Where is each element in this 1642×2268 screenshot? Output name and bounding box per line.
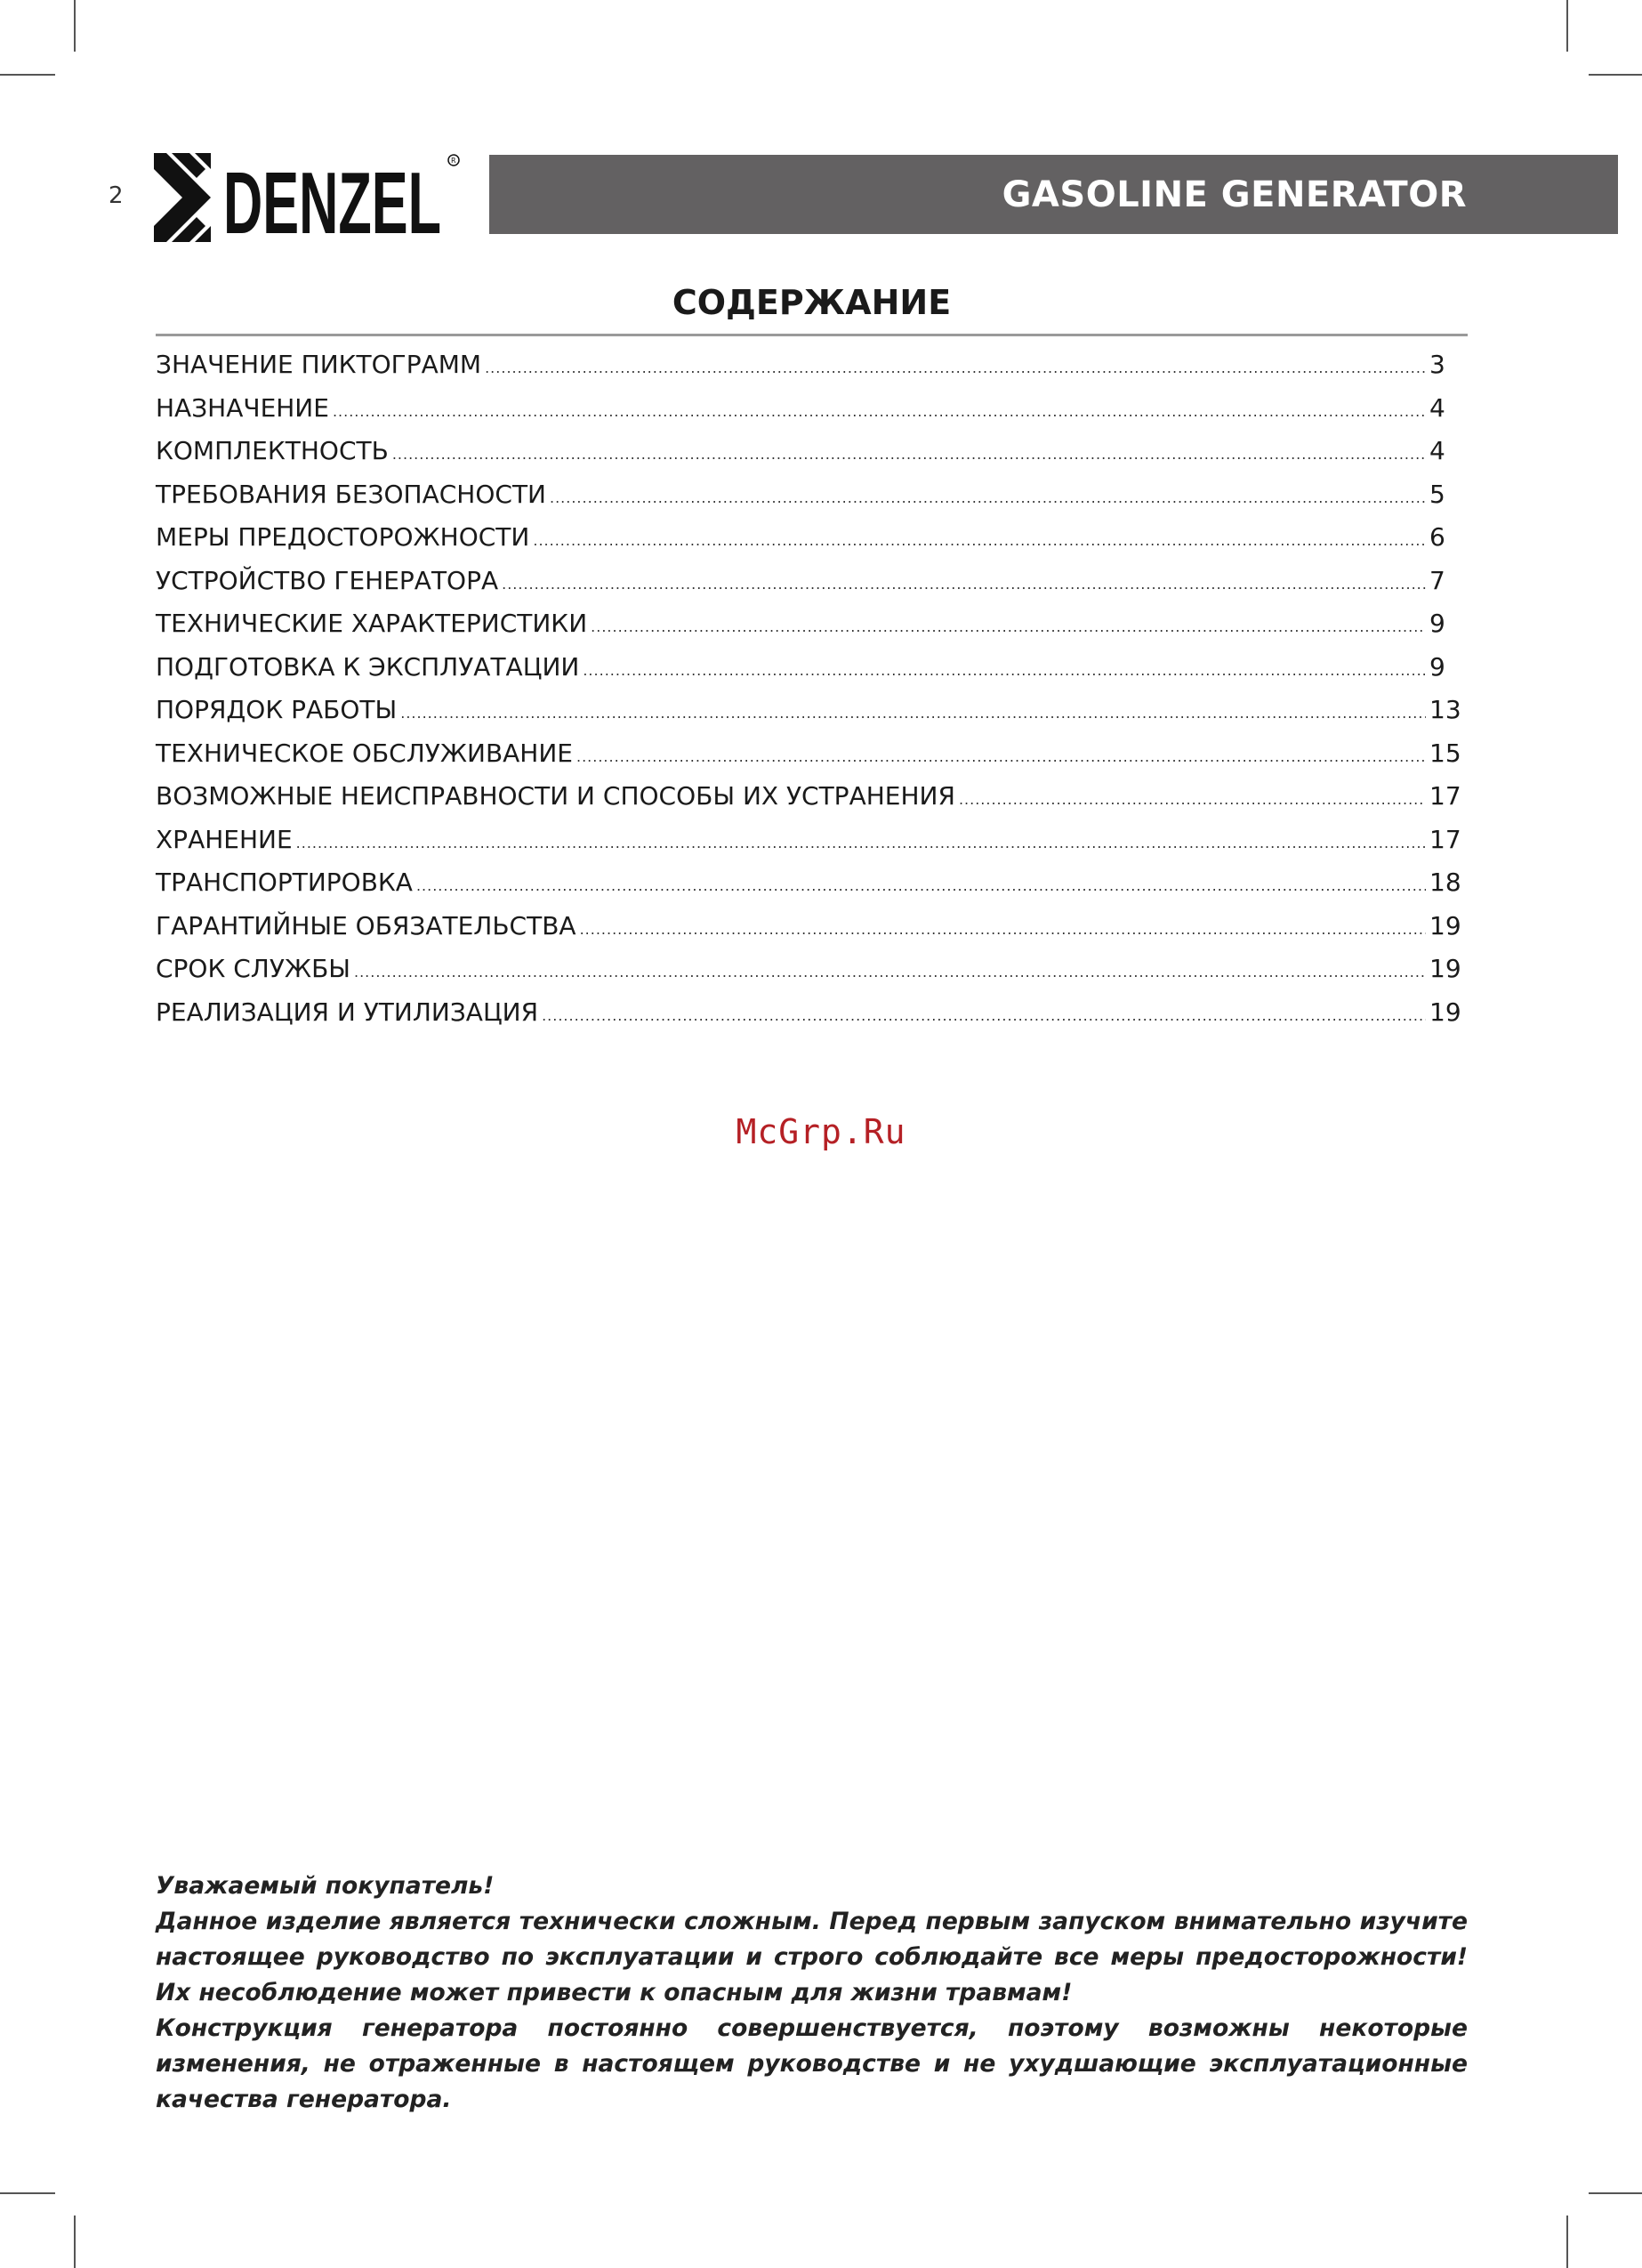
toc-leader — [542, 1007, 1426, 1024]
toc-leader — [583, 662, 1426, 679]
toc-leader — [591, 618, 1426, 635]
header-band — [489, 155, 1618, 234]
toc-entry[interactable] — [156, 522, 1481, 566]
notice-greeting: Уважаемый покупатель! — [156, 1872, 495, 1900]
toc-entry-page: 5 — [1429, 479, 1445, 509]
toc-entry-label: ТРЕБОВАНИЯ БЕЗОПАСНОСТИ — [156, 479, 546, 509]
toc-entry[interactable] — [156, 350, 1481, 393]
crop-mark — [1566, 0, 1568, 52]
toc-entry[interactable] — [156, 393, 1481, 437]
toc-entry[interactable] — [156, 825, 1481, 868]
toc-entry-page: 15 — [1429, 738, 1461, 768]
toc-leader — [576, 748, 1426, 765]
toc-entry-page: 18 — [1429, 868, 1461, 897]
denzel-logo — [154, 151, 461, 245]
toc-entry[interactable] — [156, 781, 1481, 825]
toc-entry-label: ХРАНЕНИЕ — [156, 824, 293, 854]
crop-mark — [1589, 74, 1642, 76]
toc-entry-label: НАЗНАЧЕНИЕ — [156, 392, 329, 423]
crop-mark — [1566, 2216, 1568, 2268]
toc-leader — [485, 359, 1426, 376]
toc-entry-page: 17 — [1429, 824, 1461, 854]
crop-mark — [74, 2216, 76, 2268]
toc-leader — [550, 489, 1426, 506]
crop-mark — [0, 2192, 55, 2194]
crop-mark — [0, 74, 55, 76]
toc-entry-label: КОМПЛЕКТНОСТЬ — [156, 436, 389, 465]
watermark-link[interactable]: McGrp.Ru — [736, 1112, 906, 1151]
toc-entry-page: 19 — [1429, 954, 1461, 983]
toc-entry-label: ПОРЯДОК РАБОТЫ — [156, 695, 398, 724]
toc-entry[interactable] — [156, 739, 1481, 782]
page-number: 2 — [109, 182, 124, 209]
toc-entry-page: 9 — [1429, 609, 1445, 638]
toc-entry-label: ТРАНСПОРТИРОВКА — [156, 868, 413, 897]
denzel-emblem-icon — [154, 153, 211, 242]
toc-leader — [533, 532, 1426, 549]
toc-entry[interactable] — [156, 695, 1481, 739]
toc-entry[interactable] — [156, 480, 1481, 523]
toc-entry-label: МЕРЫ ПРЕДОСТОРОЖНОСТИ — [156, 522, 530, 552]
toc-entry-label: РЕАЛИЗАЦИЯ И УТИЛИЗАЦИЯ — [156, 997, 539, 1027]
toc-entry[interactable] — [156, 954, 1481, 997]
toc-entry-page: 3 — [1429, 350, 1445, 379]
toc-entry-label: ТЕХНИЧЕСКОЕ ОБСЛУЖИВАНИЕ — [156, 738, 573, 768]
toc-entry-label: УСТРОЙСТВО ГЕНЕРАТОРА — [156, 565, 499, 595]
toc-entry[interactable] — [156, 652, 1481, 696]
toc-entry[interactable] — [156, 868, 1481, 911]
toc-leader — [416, 877, 1426, 894]
toc-entry-label: ПОДГОТОВКА К ЭКСПЛУАТАЦИИ — [156, 651, 580, 682]
toc-leader — [354, 964, 1426, 981]
toc-entry[interactable] — [156, 911, 1481, 955]
table-of-contents — [156, 350, 1481, 1040]
toc-entry[interactable] — [156, 566, 1481, 609]
logo-wordmark: DENZEL — [223, 154, 441, 245]
toc-entry[interactable] — [156, 609, 1481, 652]
toc-entry-page: 19 — [1429, 910, 1461, 940]
toc-entry-page: 6 — [1429, 522, 1445, 552]
toc-entry-page: 17 — [1429, 781, 1461, 811]
header-title: GASOLINE GENERATOR — [1002, 174, 1467, 215]
toc-entry-label: ТЕХНИЧЕСКИЕ ХАРАКТЕРИСТИКИ — [156, 609, 588, 638]
toc-leader — [400, 705, 1426, 722]
crop-mark — [1589, 2192, 1642, 2194]
toc-entry-page: 4 — [1429, 436, 1445, 465]
toc-leader — [333, 403, 1426, 420]
toc-leader — [580, 921, 1426, 938]
toc-entry-label: ВОЗМОЖНЫЕ НЕИСПРАВНОСТИ И СПОСОБЫ ИХ УСТРАНЕНИЯ — [156, 781, 955, 811]
toc-entry-page: 19 — [1429, 997, 1461, 1027]
toc-leader — [296, 835, 1426, 852]
toc-entry-page: 7 — [1429, 565, 1445, 595]
toc-leader — [959, 791, 1426, 808]
toc-entry-page: 9 — [1429, 651, 1445, 682]
toc-entry-label: ЗНАЧЕНИЕ ПИКТОГРАММ — [156, 350, 482, 379]
crop-mark — [74, 0, 76, 52]
toc-entry[interactable] — [156, 436, 1481, 480]
toc-divider — [156, 334, 1468, 336]
toc-leader — [502, 576, 1426, 593]
toc-leader — [392, 446, 1426, 463]
toc-entry-label: СРОК СЛУЖБЫ — [156, 954, 350, 983]
notice-paragraph: Данное изделие является технически сложным. Перед первым запуском внимательно изучите настоящее руководство по эксплуатации и строго соблюдайте все меры предосторожности! Их несоблюдение может привести к опасным для жизни травмам! — [156, 1908, 1468, 2006]
toc-entry[interactable] — [156, 997, 1481, 1041]
toc-title: СОДЕРЖАНИЕ — [672, 283, 952, 322]
toc-entry-page: 4 — [1429, 392, 1445, 423]
svg-text:R: R — [451, 157, 456, 165]
toc-entry-page: 13 — [1429, 695, 1461, 724]
toc-entry-label: ГАРАНТИЙНЫЕ ОБЯЗАТЕЛЬСТВА — [156, 910, 576, 940]
customer-notice — [156, 1868, 1468, 2118]
notice-paragraph: Конструкция генератора постоянно совершенствуется, поэтому возможны некоторые изменения, не отраженные в настоящем руководстве и не ухудшающие эксплуатационные качества генератора. — [156, 2014, 1468, 2113]
